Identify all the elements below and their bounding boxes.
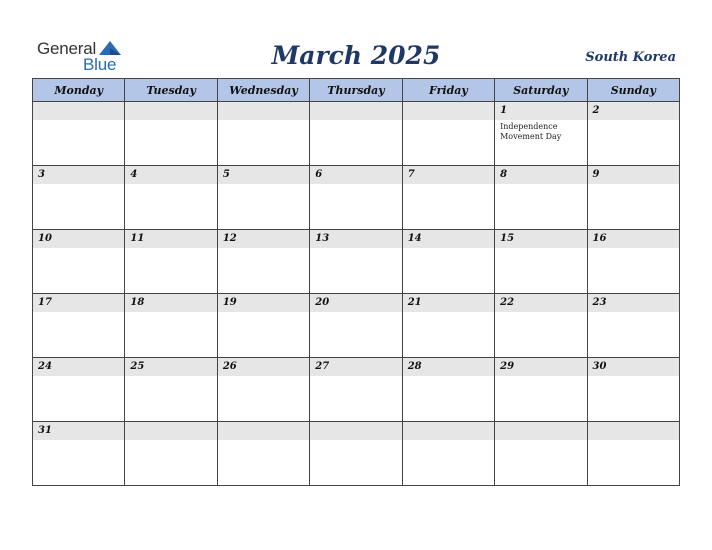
day-number-bar [310, 166, 401, 184]
day-number: 13 [315, 233, 330, 244]
country-label: South Korea [585, 50, 676, 65]
day-cell [217, 358, 309, 422]
day-number: 3 [38, 169, 45, 180]
day-number-bar [218, 422, 309, 440]
day-cell [217, 166, 309, 230]
day-cell [125, 230, 217, 294]
day-number-bar [588, 166, 679, 184]
day-number: 27 [315, 361, 330, 372]
day-number: 22 [500, 297, 515, 308]
day-number: 18 [130, 297, 145, 308]
weekday-header-monday: Monday [33, 79, 125, 102]
day-number: 30 [592, 361, 607, 372]
day-number-bar [125, 422, 216, 440]
day-number-bar [495, 422, 586, 440]
week-row [33, 102, 680, 166]
day-number-bar [588, 294, 679, 312]
day-number: 8 [500, 169, 508, 180]
day-number-bar [588, 102, 679, 120]
day-number-bar [495, 294, 586, 312]
day-number-bar [403, 166, 494, 184]
day-cell [310, 422, 402, 486]
day-cell [125, 422, 217, 486]
day-number-bar [310, 358, 401, 376]
day-number-bar [218, 102, 309, 120]
day-cell [217, 230, 309, 294]
day-cell [495, 166, 587, 230]
day-cell [310, 358, 402, 422]
day-cell [587, 166, 679, 230]
day-cell [495, 294, 587, 358]
day-number-bar [310, 422, 401, 440]
week-row [33, 294, 680, 358]
day-cell [402, 358, 494, 422]
day-number-bar [33, 166, 124, 184]
day-cell [125, 358, 217, 422]
day-number-bar [218, 294, 309, 312]
day-number-bar [588, 358, 679, 376]
day-cell [33, 358, 125, 422]
day-cell [33, 230, 125, 294]
day-cell [495, 422, 587, 486]
day-number-bar [125, 102, 216, 120]
day-number: 11 [130, 233, 145, 244]
day-number-bar [125, 294, 216, 312]
day-number-bar [495, 358, 586, 376]
day-cell [33, 422, 125, 486]
weekday-header-sunday: Sunday [587, 79, 679, 102]
weekday-header-saturday: Saturday [495, 79, 587, 102]
day-cell [495, 230, 587, 294]
day-number: 2 [592, 105, 600, 116]
day-number-bar [495, 230, 586, 248]
week-row [33, 230, 680, 294]
day-cell [402, 166, 494, 230]
day-cell [217, 294, 309, 358]
day-number: 9 [592, 169, 600, 180]
day-cell [33, 294, 125, 358]
day-number-bar [310, 102, 401, 120]
holiday-label: Independence Movement Day [500, 122, 562, 141]
day-number-bar [495, 102, 586, 120]
day-cell [402, 422, 494, 486]
day-number: 26 [222, 361, 237, 372]
day-number: 14 [407, 233, 422, 244]
day-cell [33, 102, 125, 166]
day-number-bar [588, 422, 679, 440]
day-number: 31 [38, 425, 52, 436]
weekday-header-friday: Friday [402, 79, 494, 102]
week-row [33, 358, 680, 422]
day-number-bar [33, 358, 124, 376]
week-row [33, 166, 680, 230]
day-number: 25 [130, 361, 145, 372]
day-number-bar [218, 230, 309, 248]
day-cell [587, 422, 679, 486]
day-cell [402, 230, 494, 294]
day-number-bar [33, 102, 124, 120]
day-number: 23 [592, 297, 607, 308]
day-number-bar [218, 166, 309, 184]
day-number: 15 [500, 233, 515, 244]
day-number-bar [33, 422, 124, 440]
day-number: 10 [38, 233, 52, 244]
day-cell [217, 422, 309, 486]
day-number-bar [403, 294, 494, 312]
day-number-bar [403, 358, 494, 376]
day-cell [33, 166, 125, 230]
day-number: 24 [38, 361, 52, 372]
day-number: 1 [500, 105, 508, 116]
logo-word-blue: Blue [83, 55, 117, 74]
day-cell [495, 102, 587, 166]
day-cell [310, 166, 402, 230]
day-number: 6 [315, 169, 323, 180]
day-cell [587, 102, 679, 166]
day-number: 7 [407, 169, 415, 180]
day-cell [217, 102, 309, 166]
day-number: 20 [315, 297, 330, 308]
day-number-bar [310, 294, 401, 312]
day-number-bar [310, 230, 401, 248]
day-cell [310, 294, 402, 358]
day-cell [587, 358, 679, 422]
calendar-title: March 2025 [271, 41, 441, 70]
calendar-body [33, 102, 680, 486]
weekday-header-wednesday: Wednesday [217, 79, 309, 102]
day-number: 16 [592, 233, 607, 244]
day-cell [495, 358, 587, 422]
day-number-bar [33, 294, 124, 312]
day-cell [402, 102, 494, 166]
day-cell [587, 294, 679, 358]
day-number: 4 [130, 169, 138, 180]
day-number-bar [125, 166, 216, 184]
day-number: 29 [500, 361, 515, 372]
day-cell [310, 230, 402, 294]
day-number-bar [403, 102, 494, 120]
day-number-bar [403, 422, 494, 440]
day-cell [587, 230, 679, 294]
day-number-bar [125, 358, 216, 376]
day-cell [125, 166, 217, 230]
day-cell [125, 294, 217, 358]
day-cell [125, 102, 217, 166]
day-number-bar [218, 358, 309, 376]
day-number: 19 [222, 297, 237, 308]
week-row [33, 422, 680, 486]
day-cell [310, 102, 402, 166]
day-number-bar [33, 230, 124, 248]
weekday-header-thursday: Thursday [310, 79, 402, 102]
day-number: 28 [407, 361, 422, 372]
logo-word-general: General [37, 39, 97, 58]
day-cell [402, 294, 494, 358]
day-number: 21 [407, 297, 422, 308]
day-number: 17 [38, 297, 52, 308]
day-number: 5 [222, 169, 230, 180]
day-number-bar [588, 230, 679, 248]
weekday-header-row [33, 79, 680, 102]
month-calendar [32, 78, 680, 486]
day-number: 12 [222, 233, 237, 244]
weekday-header-tuesday: Tuesday [125, 79, 217, 102]
day-number-bar [495, 166, 586, 184]
day-number-bar [125, 230, 216, 248]
day-number-bar [403, 230, 494, 248]
